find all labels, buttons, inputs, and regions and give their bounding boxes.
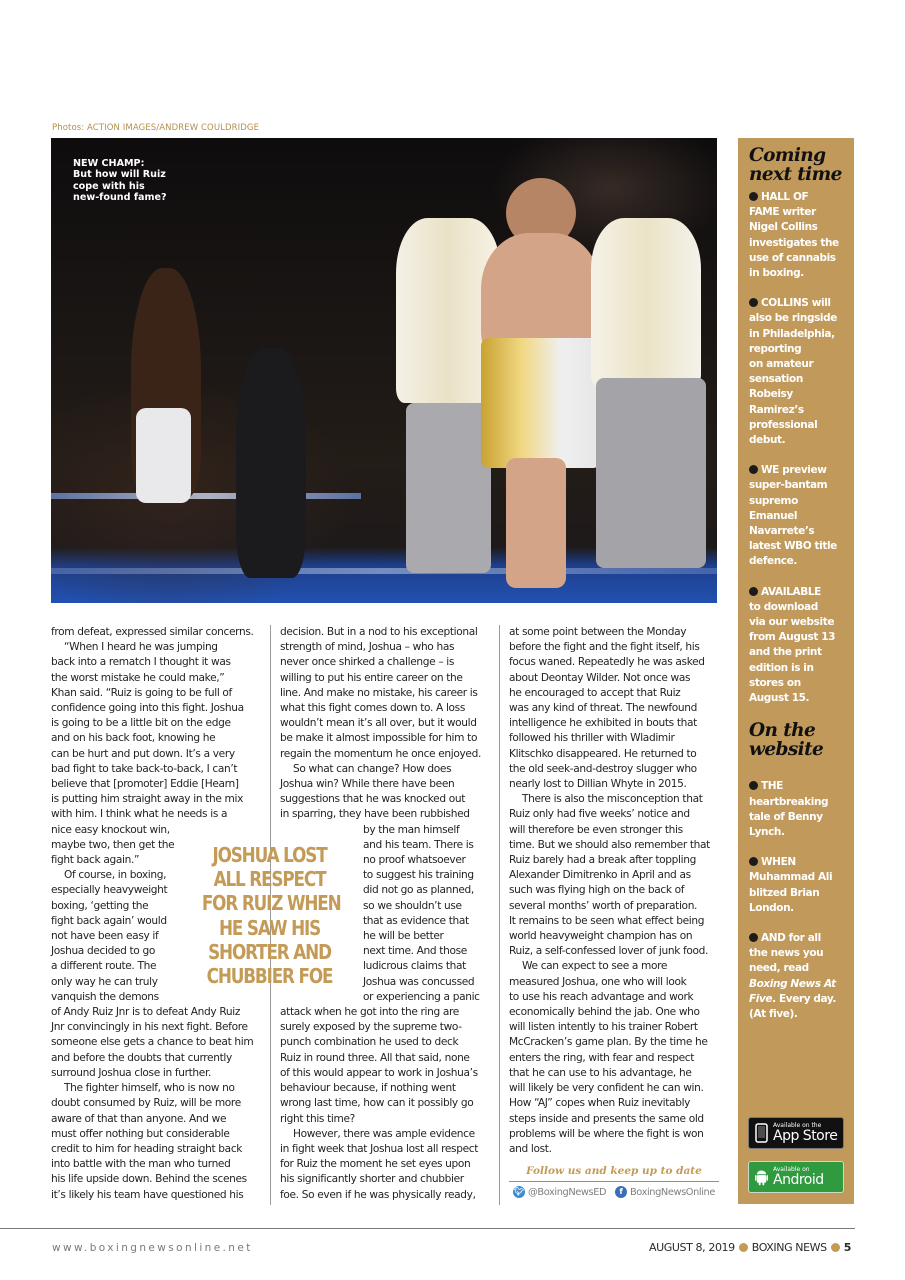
text-line: line. And make no mistake, his career is: [280, 686, 478, 699]
website-item: WHEN Muhammad Ali blitzed Brian London.: [749, 856, 833, 914]
dot-separator-icon: [739, 1243, 748, 1252]
text-line: did not go as planned,: [363, 884, 474, 897]
cornerman-figure: [591, 218, 701, 388]
phone-icon: [755, 1123, 768, 1143]
text-line: However, there was ample evidence: [293, 1127, 475, 1140]
text-line: of this would appear to work in Joshua’s: [280, 1066, 478, 1079]
text-line: especially heavyweight: [51, 884, 168, 897]
text-line: boxing, ‘getting the: [51, 899, 149, 912]
text-line: by the man himself: [363, 823, 460, 836]
text-line: what this fight comes down to. A loss: [280, 702, 466, 715]
text-line: to suggest his training: [363, 869, 474, 882]
text-line: can be hurt and put down. It’s a very: [51, 747, 235, 760]
facebook-icon: f: [615, 1186, 627, 1198]
text-line: We can expect to see a more: [522, 960, 668, 973]
text-line: How “AJ” copes when Ruiz inevitably: [509, 1097, 691, 1110]
text-line: will listen intently to his trainer Robert: [509, 1021, 698, 1034]
ring-rope: [51, 568, 717, 574]
website-url[interactable]: www.boxingnewsonline.net: [52, 1242, 253, 1254]
text-line: followed his thriller with Wladimir: [509, 732, 675, 745]
text-line: attack when he got into the ring are: [280, 1006, 459, 1019]
android-small-label: Available on: [773, 1166, 810, 1173]
text-line: confidence going into this fight. Joshua: [51, 702, 244, 715]
text-line: his life upside down. Behind the scenes: [51, 1173, 247, 1186]
text-line: regain the momentum he once enjoyed.: [280, 747, 481, 760]
text-line: world heavyweight champion has on: [509, 930, 693, 943]
champion-legs: [506, 458, 566, 588]
android-button[interactable]: [748, 1161, 844, 1193]
sidebar-coming-next: [738, 138, 854, 1204]
text-line: surround Joshua close in further.: [51, 1066, 212, 1079]
page-number: 5: [843, 1241, 851, 1254]
text-line: will therefore be even stronger this: [509, 823, 683, 836]
android-icon: [755, 1167, 768, 1187]
pull-quote: JOSHUA LOST ALL RESPECT FOR RUIZ WHEN HE SAW HIS SHORTER AND CHUBBIER FOE: [201, 843, 341, 989]
text-line: economically behind the jab. One who: [509, 1006, 700, 1019]
text-line: time. But we should also remember that: [509, 838, 710, 851]
text-line: fight back again’ would: [51, 914, 167, 927]
text-line: back into a rematch I thought it was: [51, 656, 231, 669]
bullet-icon: [749, 298, 758, 307]
text-line: and lost.: [509, 1142, 552, 1155]
text-line: foe. So even if he was physically ready,: [280, 1188, 476, 1201]
fighter-shorts: [136, 408, 191, 503]
text-line: only way he can truly: [51, 975, 158, 988]
text-line: nice easy knockout win,: [51, 823, 170, 836]
text-line: “When I heard he was jumping: [64, 641, 218, 654]
text-line: or experiencing a panic: [363, 990, 480, 1003]
text-line: McCracken’s game plan. By the time he: [509, 1036, 708, 1049]
coming-item: WE preview super-bantam supremo Emanuel Navarrete’s latest WBO title defence.: [749, 464, 837, 568]
text-line: that as evidence that: [363, 914, 469, 927]
text-line: will likely be very confident he can win.: [509, 1082, 704, 1095]
facebook-link[interactable]: [615, 1186, 715, 1198]
text-line: wouldn’t mean it’s all over, but it would: [280, 717, 477, 730]
text-line: was any kind of threat. The newfound: [509, 702, 697, 715]
text-line: never once shirked a challenge – is: [280, 656, 455, 669]
text-line: next time. And those: [363, 945, 467, 958]
text-line: punch combination he used to deck: [280, 1036, 459, 1049]
coming-item: COLLINS will also be ringside in Philadelphia, reporting on amateur sensation Robeisy Ramirez’s professional debut.: [749, 297, 837, 447]
text-line: is going to be a little bit on the edge: [51, 717, 231, 730]
page-folio: [649, 1241, 851, 1254]
ring-rope: [51, 493, 361, 499]
text-line: be make it almost impossible for him to: [280, 732, 478, 745]
text-line: wrong last time, how can it possibly go: [280, 1097, 474, 1110]
text-line: in fight week that Joshua lost all respect: [280, 1142, 479, 1155]
text-line: nearly lost to Dillian Whyte in 2015.: [509, 778, 687, 791]
text-line: The fighter himself, who is now no: [64, 1082, 235, 1095]
bullet-icon: [749, 933, 758, 942]
bullet-icon: [749, 781, 758, 790]
text-line: and on his back foot, knowing he: [51, 732, 216, 745]
text-line: measured Joshua, one who will look: [509, 975, 687, 988]
text-line: in sparring, they have been rubbished: [280, 808, 470, 821]
appstore-label: App Store: [773, 1128, 838, 1144]
text-line: intelligence he exhibited in bouts that: [509, 717, 697, 730]
on-the-website-title: On the website: [749, 720, 824, 761]
text-line: Of course, in boxing,: [64, 869, 167, 882]
text-line: that he can use to his advantage, he: [509, 1066, 692, 1079]
footer-divider: [0, 1228, 855, 1229]
text-line: Ruiz, a self-confessed lover of junk food.: [509, 945, 709, 958]
text-line: the old seek-and-destroy slugger who: [509, 762, 697, 775]
bullet-icon: [749, 192, 758, 201]
twitter-icon: 🐦︎: [514, 1187, 524, 1196]
coming-next-title: Coming next time: [749, 145, 842, 185]
champion-shorts: [481, 338, 601, 468]
coming-item: HALL OF FAME writer Nigel Collins investigates the use of cannabis in boxing.: [749, 191, 839, 280]
text-line: no proof whatsoever: [363, 854, 466, 867]
text-line: maybe two, then get the: [51, 838, 175, 851]
text-line: so we shouldn’t use: [363, 899, 462, 912]
text-line: problems will be where the fight is won: [509, 1127, 704, 1140]
text-line: Ruiz in round three. All that said, none: [280, 1051, 470, 1064]
text-line: of Andy Ruiz Jnr is to defeat Andy Ruiz: [51, 1006, 241, 1019]
text-line: someone else gets a chance to beat him: [51, 1036, 254, 1049]
text-line: behaviour because, if nothing went: [280, 1082, 456, 1095]
text-line: several months’ worth of preparation.: [509, 899, 698, 912]
appstore-small-label: Available on the: [773, 1122, 822, 1129]
website-item: AND for all the news you need, read Boxing News At Five. Every day. (At five).: [749, 931, 836, 1020]
text-line: enters the ring, with fear and respect: [509, 1051, 695, 1064]
text-line: such was flying high on the back of: [509, 884, 685, 897]
follow-us-box: [509, 1165, 719, 1198]
referee-figure: [236, 348, 306, 578]
text-line: Joshua was concussed: [363, 975, 475, 988]
text-line: aware of that than anyone. And we: [51, 1112, 227, 1125]
cornerman-pants: [596, 378, 706, 568]
publication-name: BOXING NEWS: [751, 1241, 827, 1254]
text-line: willing to put his entire career on the: [280, 671, 463, 684]
android-label: Android: [773, 1172, 824, 1188]
text-line: vanquish the demons: [51, 990, 159, 1003]
photo-credit: Photos: ACTION IMAGES/ANDREW COULDRIDGE: [52, 123, 260, 133]
dot-separator-icon: [831, 1243, 840, 1252]
text-line: and before the doubts that currently: [51, 1051, 232, 1064]
text-line: and his team. There is: [363, 838, 474, 851]
text-line: doubt consumed by Ruiz, will be more: [51, 1097, 241, 1110]
photo-caption: NEW CHAMP: But how will Ruiz cope with his new-found fame?: [73, 158, 167, 204]
text-line: he will be better: [363, 930, 444, 943]
bullet-icon: [749, 465, 758, 474]
text-line: Ruiz barely had a break after toppling: [509, 854, 696, 867]
text-line: bad fight to take back-to-back, I can’t: [51, 762, 238, 775]
text-line: about Deontay Wilder. Not once was: [509, 671, 691, 684]
text-line: Joshua win? While there have been: [280, 778, 455, 791]
twitter-link[interactable]: [513, 1186, 606, 1198]
text-line: before the fight and the fight itself, his: [509, 641, 700, 654]
text-line: ludicrous claims that: [363, 960, 466, 973]
issue-date: AUGUST 8, 2019: [649, 1241, 735, 1254]
text-line: decision. But in a nod to his exceptional: [280, 626, 478, 638]
text-line: at some point between the Monday: [509, 626, 687, 638]
text-line: he encouraged to accept that Ruiz: [509, 686, 681, 699]
text-line: is putting him straight away in the mix: [51, 793, 244, 806]
text-line: strength of mind, Joshua – who has: [280, 641, 455, 654]
text-line: surely exposed by the supreme two-: [280, 1021, 462, 1034]
text-line: There is also the misconception that: [522, 793, 703, 806]
text-line: a different route. The: [51, 960, 157, 973]
text-line: right this time?: [280, 1112, 355, 1125]
text-line: it’s likely his team have questioned his: [51, 1188, 244, 1201]
text-line: Alexander Dimitrenko in April and as: [509, 869, 691, 882]
text-line: suggestions that he was knocked out: [280, 793, 466, 806]
text-line: into battle with the man who turned: [51, 1158, 231, 1171]
text-line: Khan said. “Ruiz is going to be full of: [51, 686, 232, 699]
text-line: his significantly shorter and chubbier: [280, 1173, 464, 1186]
facebook-handle: BoxingNewsOnline: [629, 1186, 715, 1198]
text-line: to use his reach advantage and work: [509, 990, 694, 1003]
hero-photo: [51, 138, 717, 603]
text-line: not have been easy if: [51, 930, 159, 943]
text-line: from defeat, expressed similar concerns.: [51, 626, 254, 638]
text-line: focus waned. Repeatedly he was asked: [509, 656, 705, 669]
text-line: Jnr convincingly in his next fight. Before: [51, 1021, 248, 1034]
trainer-pants: [406, 403, 491, 573]
text-line: fight back again.”: [51, 854, 140, 867]
text-line: the worst mistake he could make,”: [51, 671, 225, 684]
bullet-icon: [749, 857, 758, 866]
text-line: with him. I think what he needs is a: [51, 808, 228, 821]
text-line: Klitschko disappeared. He returned to: [509, 747, 697, 760]
text-line: It remains to be seen what effect being: [509, 914, 705, 927]
text-line: Joshua decided to go: [51, 945, 155, 958]
twitter-handle: @BoxingNewsED: [528, 1186, 607, 1198]
follow-title: Follow us and keep up to date: [509, 1165, 719, 1182]
text-line: Ruiz only had five weeks’ notice and: [509, 808, 690, 821]
bullet-icon: [749, 587, 758, 596]
article-column-3: [509, 625, 719, 1157]
text-line: believe that [promoter] Eddie [Hearn]: [51, 778, 239, 791]
website-item: THE heartbreaking tale of Benny Lynch.: [749, 780, 829, 838]
coming-item: AVAILABLE to download via our website from August 13 and the print edition is in stores on August 15.: [749, 585, 836, 705]
text-line: credit to him for heading straight back: [51, 1142, 243, 1155]
text-line: must offer nothing but considerable: [51, 1127, 230, 1140]
text-line: steps inside and presents the same old: [509, 1112, 704, 1125]
text-line: for Ruiz the moment he set eyes upon: [280, 1158, 471, 1171]
app-store-button[interactable]: [748, 1117, 844, 1149]
text-line: So what can change? How does: [293, 762, 452, 775]
column-divider: [499, 625, 500, 1205]
